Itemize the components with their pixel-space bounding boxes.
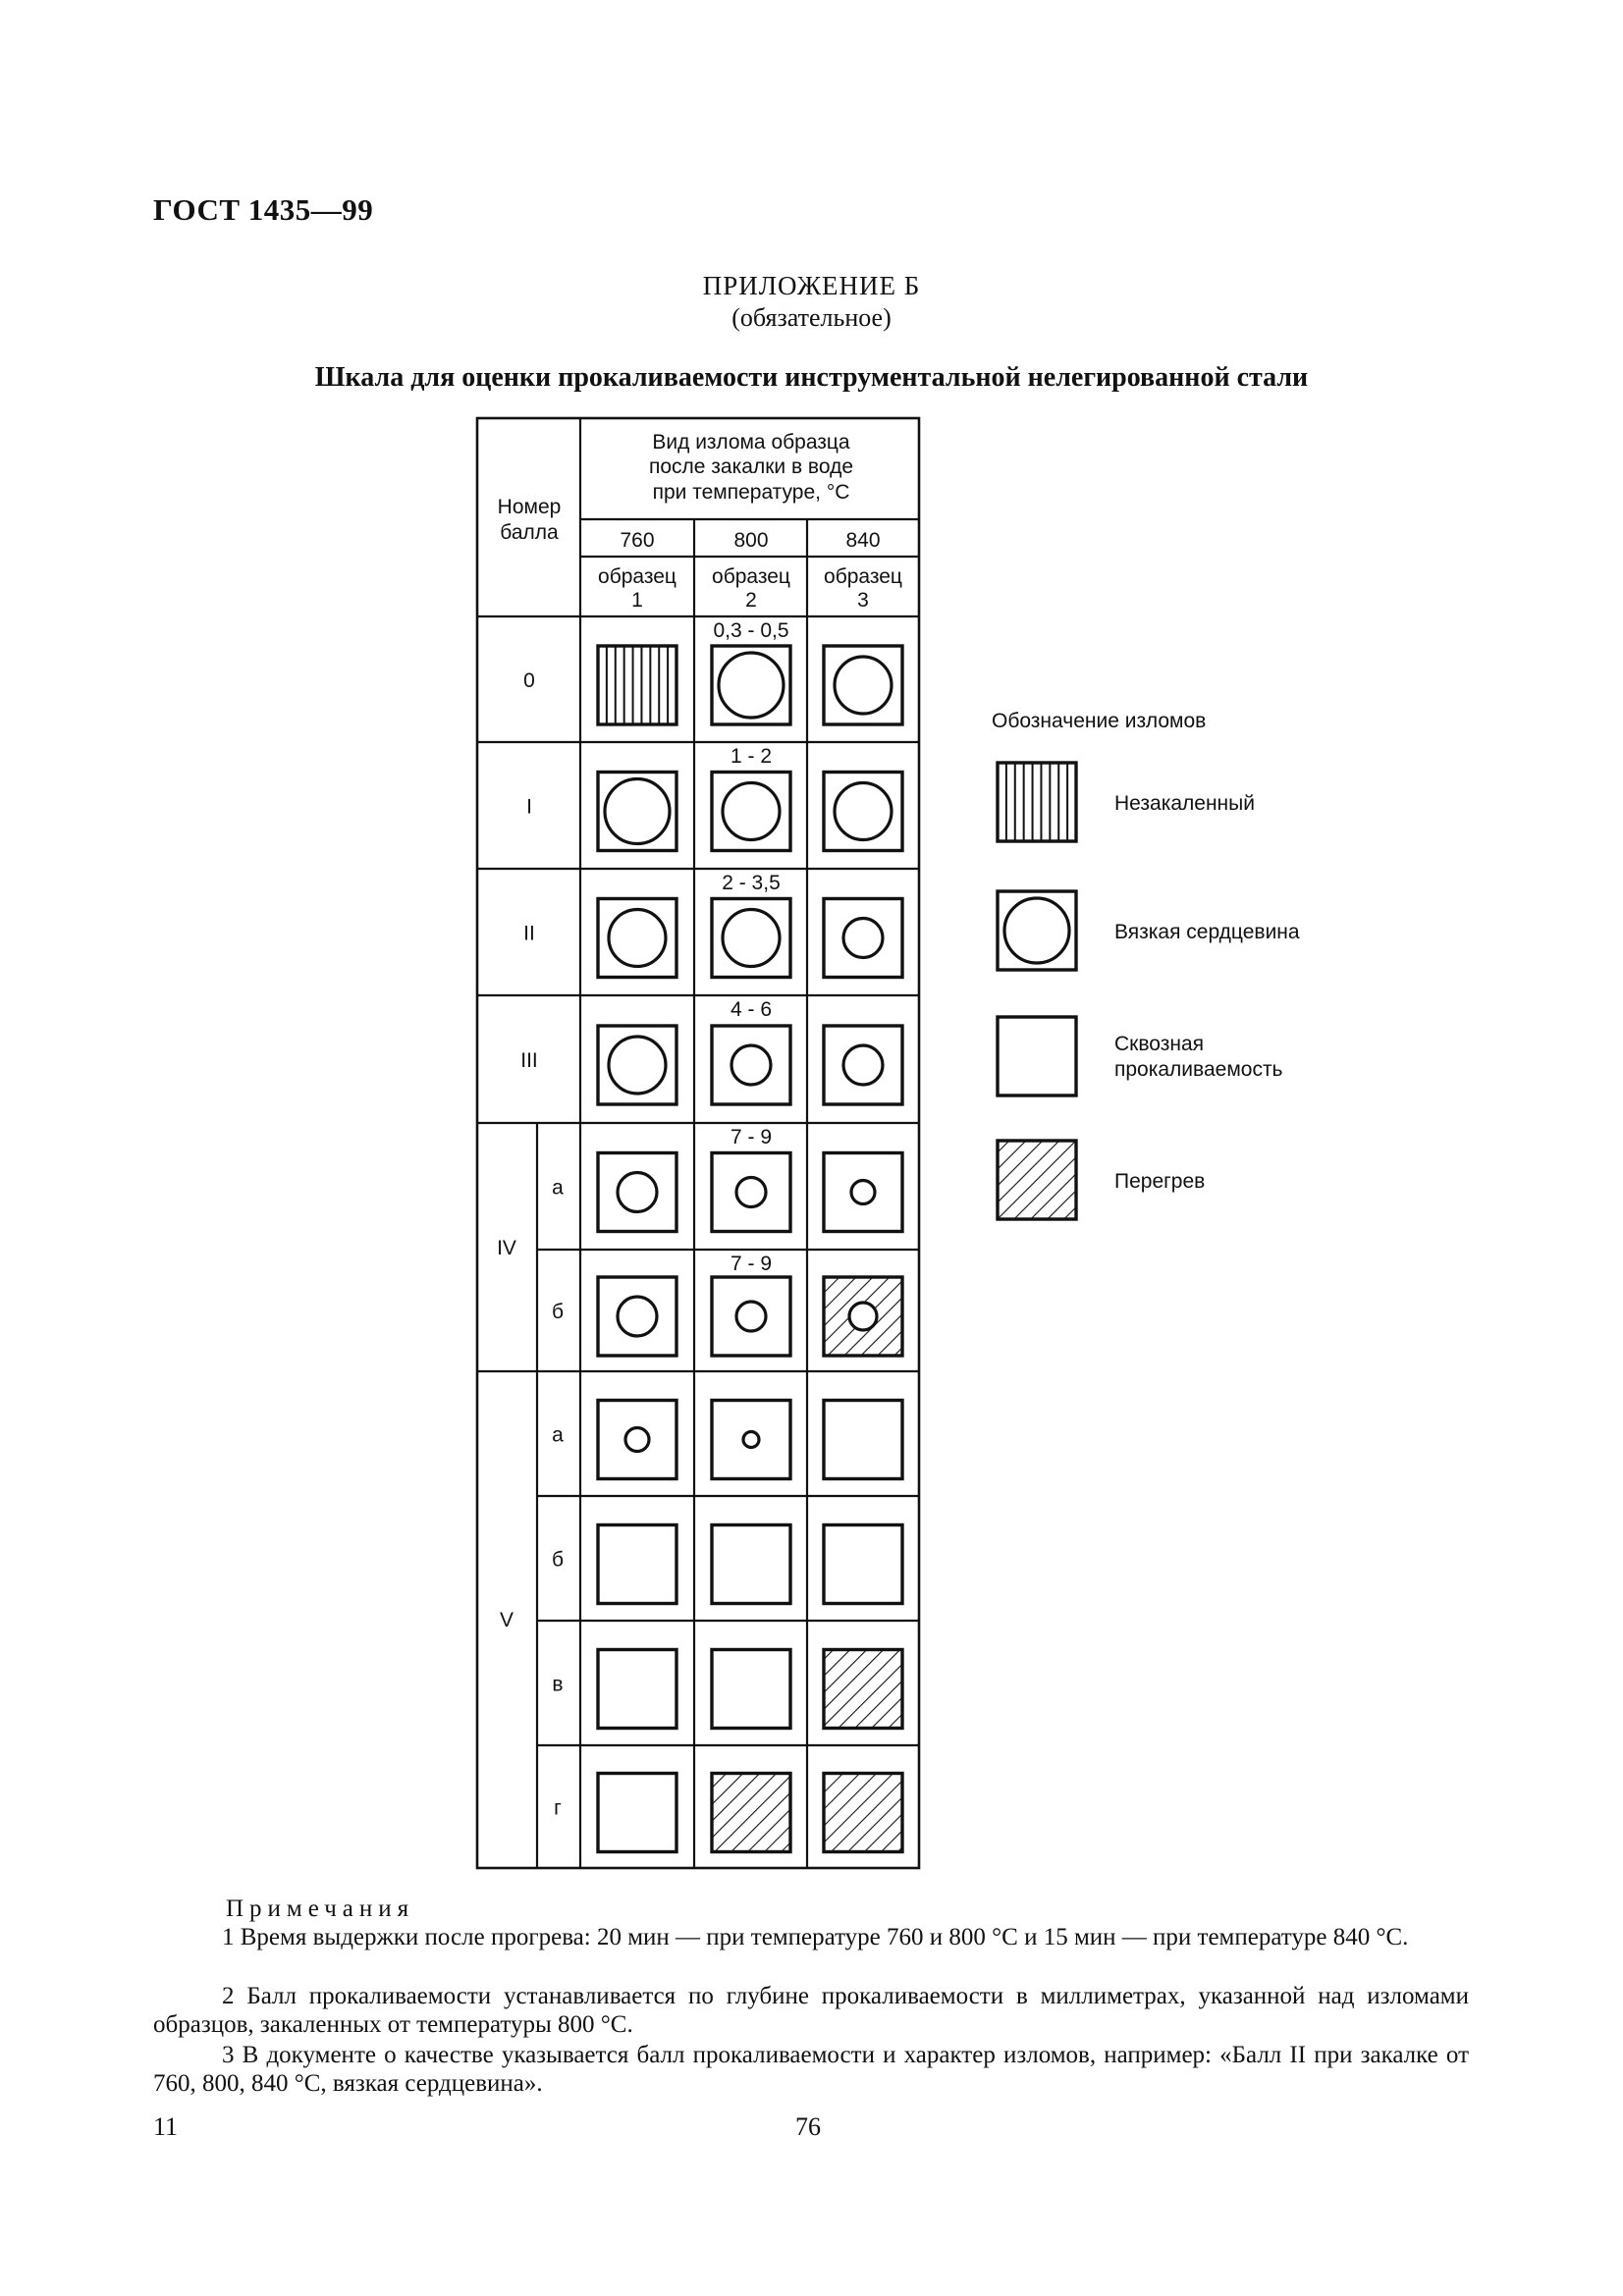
grade-label: V (499, 1609, 514, 1631)
hatch-fill (998, 1141, 1076, 1219)
table-title: Шкала для оценки прокаливаемости инструментальной нелегированной стали (314, 362, 1309, 393)
fracture-symbol (824, 773, 902, 851)
legend-label: Незакаленный (1114, 792, 1255, 815)
subgrade-label: г (554, 1796, 562, 1820)
legend-label: прокаливаемость (1114, 1058, 1283, 1081)
fracture-symbol (712, 1774, 790, 1852)
fracture-square (712, 1277, 790, 1356)
fracture-square (598, 1153, 676, 1232)
core-circle (723, 910, 780, 967)
fracture-symbol (824, 1277, 902, 1356)
core-circle (719, 653, 784, 718)
core-circle (736, 1178, 766, 1207)
fracture-symbol (824, 1026, 902, 1104)
fracture-symbol (824, 1650, 902, 1729)
core-circle (618, 1297, 657, 1336)
fracture-symbol (712, 1153, 790, 1232)
appendix-title: ПРИЛОЖЕНИЕ Б (702, 271, 921, 300)
core-circle (618, 1173, 657, 1212)
core-circle (609, 910, 666, 967)
grade-label: III (520, 1049, 538, 1072)
core-circle (625, 1428, 649, 1452)
scale-table-text (497, 431, 902, 1820)
core-circle (1004, 898, 1069, 963)
fracture-symbol (598, 1650, 676, 1729)
core-circle (723, 783, 780, 840)
legend-title: Обозначение изломов (992, 710, 1207, 732)
legend-item (998, 763, 1255, 841)
notes-heading: Примечания (226, 1896, 415, 1922)
depth-label: 7 - 9 (730, 1126, 773, 1148)
fracture-square (998, 763, 1076, 841)
note-item: 3 В документе о качестве указывается балл прокаливаемости и характер изломов, например: «Балл II при закалке от 760, 800, 840 °С, вязкая сердцевина». (153, 2042, 1469, 2097)
subgrade-label: а (552, 1176, 564, 1200)
fracture-square (598, 1277, 676, 1356)
fracture-symbol (598, 1277, 676, 1356)
fracture-symbol (712, 773, 790, 851)
sample-label: 3 (857, 589, 869, 612)
subgrade-label: а (552, 1423, 564, 1447)
core-circle (731, 1045, 771, 1085)
grade-label: I (526, 795, 532, 819)
depth-label: 7 - 9 (730, 1253, 773, 1275)
fracture-symbol (598, 1774, 676, 1852)
grade-header-text: балла (500, 521, 559, 544)
fracture-square (598, 1525, 676, 1604)
fracture-legend (992, 710, 1300, 1219)
fracture-square (712, 1401, 790, 1479)
subgrade-label: б (551, 1301, 565, 1323)
fracture-square (712, 1026, 790, 1104)
legend-label: Вязкая сердцевина (1114, 921, 1300, 943)
fracture-square (712, 1650, 790, 1729)
hatch-fill (824, 1774, 902, 1852)
grade-label: II (523, 922, 535, 945)
hatch-fill (712, 1774, 790, 1852)
core-circle (743, 1432, 759, 1448)
fracture-symbol (712, 1650, 790, 1729)
fracture-square (824, 1026, 902, 1104)
fracture-symbol (712, 1525, 790, 1604)
fracture-square (824, 1153, 902, 1232)
sample-label: 1 (631, 589, 643, 612)
temperature-label: 840 (845, 529, 881, 552)
legend-label: Сквозная (1114, 1033, 1204, 1055)
core-circle (835, 657, 892, 714)
note-item: 2 Балл прокаливаемости устанавливается по глубине прокаливаемости в миллиметрах, указанной над изломами образцов, закаленных от температуры 800 °С. (153, 1983, 1469, 2038)
sample-label: образец (824, 565, 902, 588)
legend-item (998, 1141, 1205, 1219)
fracture-symbol (598, 773, 676, 851)
fracture-symbol (598, 1401, 676, 1479)
page-number-center: 76 (795, 2112, 821, 2141)
sample-label: образец (598, 565, 676, 588)
fracture-symbol (598, 1153, 676, 1232)
page-number-left: 11 (153, 2112, 179, 2141)
fracture-symbol (712, 1277, 790, 1356)
fracture-symbol (712, 1026, 790, 1104)
fracture-square (598, 1774, 676, 1852)
core-circle (835, 783, 892, 840)
fracture-symbol (712, 899, 790, 978)
sample-label: 2 (745, 589, 757, 612)
document-code: ГОСТ 1435—99 (153, 192, 374, 227)
fracture-square (824, 1525, 902, 1604)
temperature-label: 800 (733, 529, 769, 552)
fracture-symbol (824, 1401, 902, 1479)
core-circle (843, 919, 883, 958)
fracture-symbol (598, 1026, 676, 1104)
fracture-header-text: после закалки в воде (648, 455, 854, 478)
core-circle (609, 1037, 666, 1094)
core-circle (736, 1302, 766, 1331)
depth-label: 0,3 - 0,5 (713, 619, 789, 642)
fracture-symbol (824, 899, 902, 978)
depth-label: 1 - 2 (730, 745, 773, 768)
core-circle (851, 1181, 875, 1204)
fracture-header-text: Вид излома образца (652, 431, 850, 454)
fracture-square (598, 646, 676, 724)
sample-label: образец (712, 565, 790, 588)
fracture-symbol (712, 646, 790, 724)
legend-label: Перегрев (1114, 1170, 1206, 1193)
fracture-square (998, 1017, 1076, 1095)
fracture-square (824, 899, 902, 978)
core-circle (605, 779, 670, 844)
fracture-symbol (824, 1525, 902, 1604)
note-item: 1 Время выдержки после прогрева: 20 мин — при температуре 760 и 800 °С и 15 мин — при температуре 840 °С. (222, 1924, 1409, 1950)
fracture-symbol (598, 646, 676, 724)
fracture-header-text: при температуре, °С (652, 481, 850, 504)
subgrade-label: в (552, 1673, 564, 1696)
fracture-square (712, 1525, 790, 1604)
fracture-symbol (598, 899, 676, 978)
core-circle (843, 1045, 883, 1085)
fracture-symbol (598, 1525, 676, 1604)
hatch-fill (824, 1650, 902, 1729)
fracture-symbol (824, 1774, 902, 1852)
fracture-symbol (824, 1153, 902, 1232)
fracture-symbol (712, 1401, 790, 1479)
legend-item (998, 891, 1300, 970)
fracture-square (598, 1650, 676, 1729)
appendix-status: (обязательное) (731, 303, 892, 332)
fracture-square (598, 1401, 676, 1479)
depth-label: 4 - 6 (730, 998, 773, 1021)
subgrade-label: б (551, 1548, 565, 1572)
grade-label: 0 (523, 669, 535, 692)
temperature-label: 760 (620, 529, 655, 552)
fracture-symbol (824, 646, 902, 724)
depth-label: 2 - 3,5 (722, 872, 781, 894)
fracture-square (598, 773, 676, 851)
core-circle (849, 1303, 877, 1330)
grade-header-text: Номер (497, 496, 562, 518)
grade-label: IV (497, 1237, 516, 1259)
fracture-square (712, 1153, 790, 1232)
fracture-square (998, 891, 1076, 970)
fracture-square (712, 646, 790, 724)
legend-item (998, 1017, 1283, 1095)
fracture-square (824, 1401, 902, 1479)
